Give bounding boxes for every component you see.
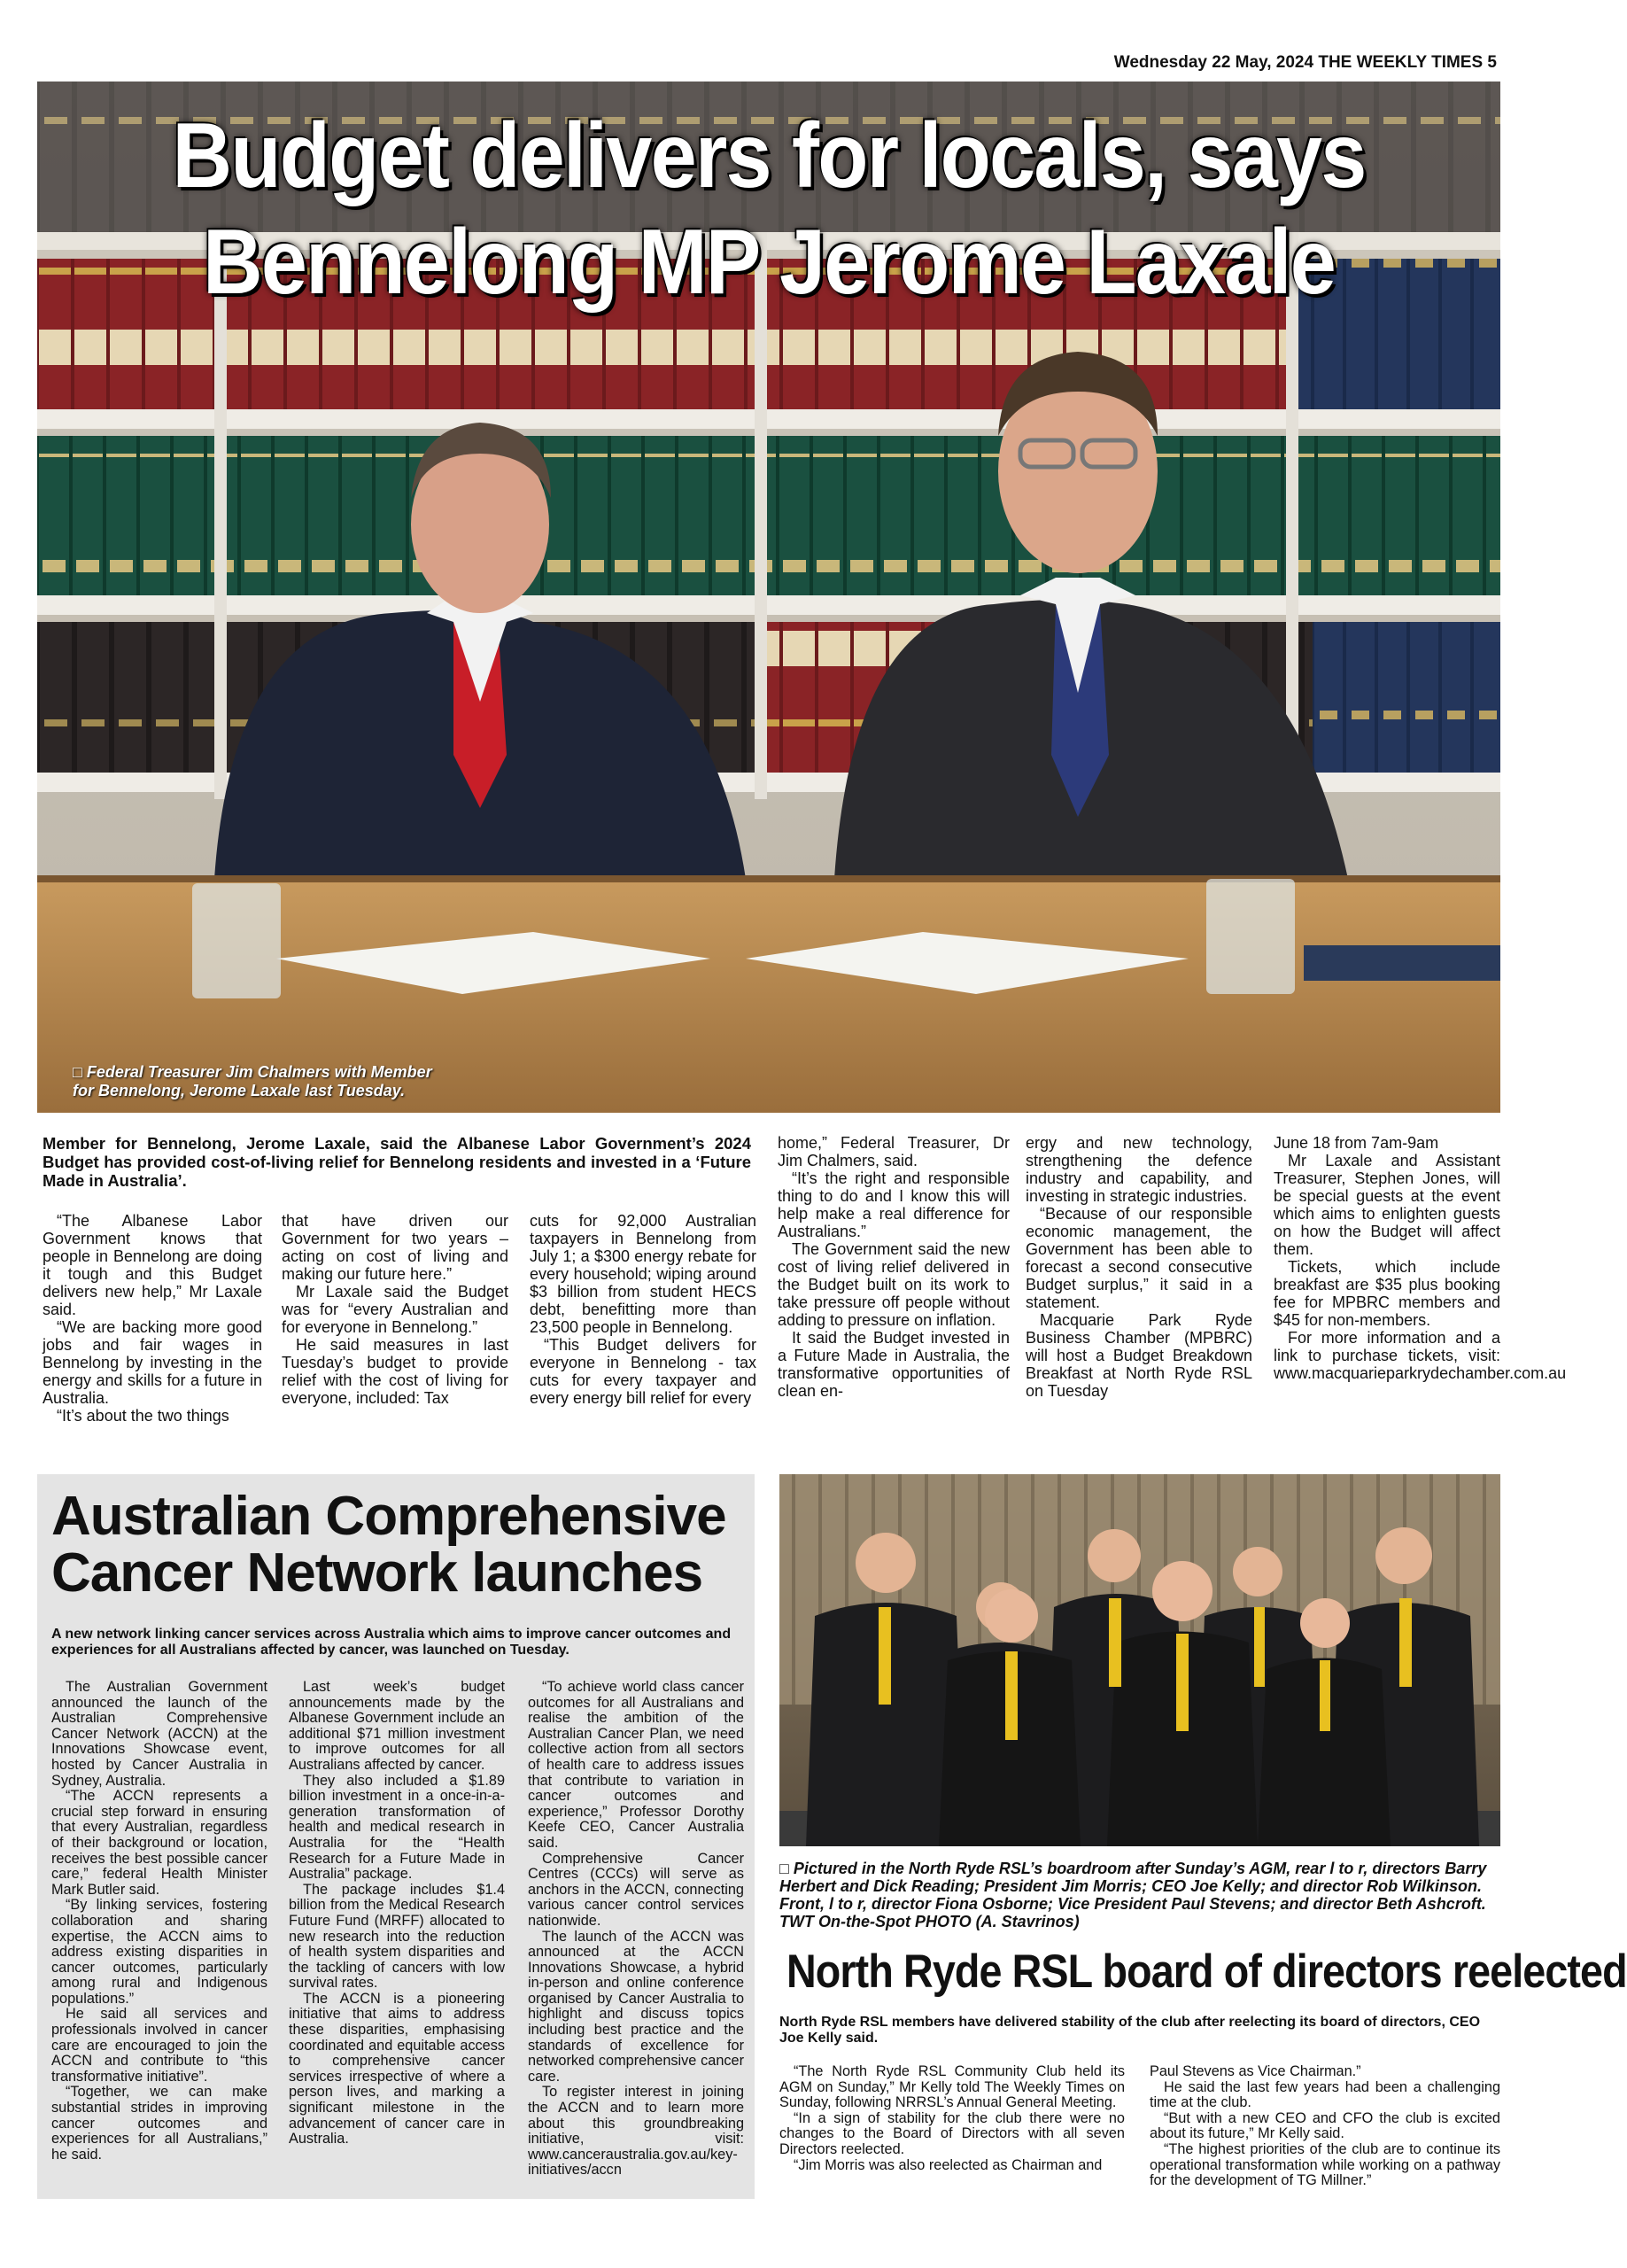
paragraph: cuts for 92,000 Australian taxpayers in Bennelong from July 1; a $300 energy rebate for every household; wiping around $3 billion from student HECS debt, benefitting more than 23,500 people in Bennelong. [530, 1212, 756, 1336]
cancer-headline [51, 1488, 751, 1602]
paragraph: It said the Budget invested in a Future Made in Australia, the transformative opportunities of clean en- [778, 1329, 1010, 1400]
paragraph: He said the last few years had been a challenging time at the club. [1150, 2078, 1500, 2111]
paragraph: The Government said the new cost of living relief delivered in the Budget built on its work to take pressure off people without adding to pressure on inflation. [778, 1240, 1010, 1329]
main-photo [37, 82, 1500, 1113]
paragraph: “But with a new CEO and CFO the club is excited about its future,” Mr Kelly said. [1150, 2109, 1500, 2142]
paragraph: “In a sign of stability for the club there were no changes to the Board of Directors with all seven Directors reelected. [779, 2109, 1125, 2157]
paragraph: “The ACCN represents a crucial step forward in ensuring that every Australian, regardless of their background or location, receives the best possible cancer care,” federal Health Minister Mark Butler said. [51, 1788, 267, 1898]
cancer-headline-line-1: Australian Comprehensive [51, 1486, 726, 1547]
paragraph: “By linking services, fostering collaboration and sharing expertise, the ACCN aims to address existing disparities in cancer outcomes, particularly among rural and Indigenous populations.” [51, 1897, 267, 2007]
paragraph: The package includes $1.4 billion from the Medical Research Future Fund (MRFF) allocated to new research into the reduction of health system disparities and the tackling of cancers with low survival rates. [289, 1881, 505, 1992]
paragraph: “It’s about the two things [57, 1407, 229, 1425]
paragraph: They also included a $1.89 billion investment in a once-in-a-generation transformation of health and medical research in Australia for the “Health Research for a Future Made in Australia” package. [289, 1772, 505, 1883]
paragraph: that have driven our Government for two years – acting on cost of living and making our future here.” [282, 1212, 508, 1283]
paragraph: Last week’s budget announcements made by the Albanese Government include an additional $71 million investment to improve outcomes for all Australians affected by cancer. [289, 1679, 505, 1773]
story1-column-4 [778, 1134, 1010, 1400]
cancer-headline-line-2: Cancer Network launches [51, 1542, 703, 1604]
main-photo-caption [73, 1063, 432, 1100]
paragraph: “This Budget delivers for everyone in Bennelong - tax cuts for every taxpayer and every energy bill relief for every [530, 1336, 756, 1407]
paragraph: home,” Federal Treasurer, Dr Jim Chalmers, said. [778, 1134, 1010, 1169]
paragraph: “The highest priorities of the club are to continue its operational transformation while working on a pathway for the development of TG Millner.” [1150, 2140, 1500, 2189]
paragraph: “Together, we can make substantial strides in improving cancer outcomes and experiences for all Australians,” he said. [51, 2084, 267, 2163]
paragraph: He said measures in last Tuesday’s budget to provide relief with the cost of living for everyone, included: Tax [282, 1336, 508, 1407]
paragraph: The Australian Government announced the launch of the Australian Comprehensive Cancer Network (ACCN) at the Innovations Showcase event, hosted by Cancer Australia in Sydney, Australia. [51, 1679, 267, 1789]
paragraph: Mr Laxale and Assistant Treasurer, Stephen Jones, will be special guests at the event which aims to enlighten guests on how the Budget will affect them. [1274, 1152, 1500, 1258]
group-photo-illustration [779, 1474, 1500, 1846]
paragraph: Mr Laxale said the Budget was for “every Australian and for everyone in Bennelong.” [282, 1283, 508, 1336]
cancer-column-3 [528, 1680, 744, 2179]
rsl-column-1 [779, 2064, 1125, 2173]
paragraph: To register interest in joining the ACCN and to learn more about this groundbreaking initiative, visit: www.canceraustralia.gov.au/key-initiatives/accn [528, 2084, 744, 2179]
main-photo-caption-line-2: for Bennelong, Jerome Laxale last Tuesday. [73, 1082, 406, 1099]
cancer-column-1 [51, 1680, 267, 2163]
paragraph: The launch of the ACCN was announced at the ACCN Innovations Showcase, a hybrid in-person and online conference organised by Cancer Australia to highlight and discuss topics including best practice and the standards of excellence for networked comprehensive cancer care. [528, 1928, 744, 2085]
story1-column-2 [282, 1212, 508, 1407]
story1-lead: Member for Bennelong, Jerome Laxale, said the Albanese Labor Government’s 2024 Budget has provided cost-of-living relief for Bennelong residents and invested in a ‘Future Made in Australia’. [43, 1134, 751, 1190]
paragraph: The ACCN is a pioneering initiative that aims to address these disparities, emphasising coordinated and equitable access to comprehensive cancer services irrespective of where a person lives, and marking a significant milestone in the advancement of cancer care in Australia. [289, 1990, 505, 2148]
story1-column-6 [1274, 1134, 1567, 1382]
paragraph: “It’s the right and responsible thing to do and I know this will help make a real difference for Australians.” [778, 1169, 1010, 1240]
paragraph: Paul Stevens as Vice Chairman.” [1150, 2063, 1361, 2079]
paragraph: “To achieve world class cancer outcomes for all Australians and realise the ambition of the Australian Cancer Plan, we need collective action from all sectors of health care to address issues that contribute to variation in cancer outcomes and experience,” Professor Dorothy Keefe CEO, Cancer Australia said. [528, 1679, 744, 1851]
main-headline-line-2: Bennelong MP Jerome Laxale [203, 211, 1335, 314]
paragraph: “Jim Morris was also reelected as Chairman and [794, 2156, 1103, 2173]
paragraph: “We are backing more good jobs and fair wages in Bennelong by investing in the energy and skills for a future in Australia. [43, 1318, 262, 1407]
paragraph: Tickets, which include breakfast are $35 plus booking fee for MPBRC members and $45 for non-members. [1274, 1258, 1500, 1329]
paragraph: Macquarie Park Ryde Business Chamber (MPBRC) will host a Budget Breakdown Breakfast at North Ryde RSL on Tuesday [1026, 1311, 1252, 1400]
rsl-column-2 [1150, 2064, 1500, 2189]
main-headline-line-1: Budget delivers for locals, says [172, 105, 1366, 207]
main-photo-caption-line-1: □ Federal Treasurer Jim Chalmers with Member [73, 1063, 432, 1081]
paragraph: “Because of our responsible economic management, the Government has been able to forecast a second consecutive Budget surplus,” it said in a statement. [1026, 1205, 1252, 1311]
rsl-lead: North Ryde RSL members have delivered stability of the club after reelecting its board of directors, CEO Joe Kelly said. [779, 2015, 1481, 2046]
cancer-lead: A new network linking cancer services across Australia which aims to improve cancer outcomes and experiences for all Australians affected by cancer, was launched on Tuesday. [51, 1627, 732, 1658]
story1-column-5 [1026, 1134, 1252, 1400]
paragraph: “The North Ryde RSL Community Club held its AGM on Sunday,” Mr Kelly told The Weekly Times on Sunday, following NRRSL’s Annual General Meeting. [779, 2063, 1125, 2111]
story1-column-3 [530, 1212, 756, 1407]
dateline: Wednesday 22 May, 2024 THE WEEKLY TIMES 5 [1113, 53, 1497, 72]
paragraph: “The Albanese Labor Government knows that people in Bennelong are doing it tough and this Budget delivers new help,” Mr Laxale said. [43, 1212, 262, 1318]
cancer-column-2 [289, 1680, 505, 2148]
paragraph: Comprehensive Cancer Centres (CCCs) will serve as anchors in the ACCN, connecting various cancer control services nationwide. [528, 1850, 744, 1929]
story1-column-1 [43, 1212, 262, 1425]
rsl-photo-caption: □ Pictured in the North Ryde RSL’s boardroom after Sunday’s AGM, rear l to r, directors Barry Herbert and Dick Reading; President Jim Morris; CEO Joe Kelly; and director Rob Wilkinson. Front, l to r, director Fiona Osborne; Vice President Paul Stevens; and director Beth Ashcroft. TWT On-the-Spot PHOTO (A. Stavrinos) [779, 1860, 1487, 1930]
rsl-board-photo [779, 1474, 1500, 1846]
paragraph: For more information and a link to purchase tickets, visit: www.macquarieparkrydechamber.com.au [1274, 1329, 1567, 1382]
paragraph: ergy and new technology, strengthening the defence industry and capability, and investing in strategic industries. [1026, 1134, 1252, 1205]
rsl-headline: North Ryde RSL board of directors reelected [786, 1946, 1627, 1998]
paragraph: June 18 from 7am-9am [1274, 1134, 1439, 1152]
paragraph: He said all services and professionals involved in cancer care are encouraged to join the ACCN and contribute to “this transformative initiative”. [51, 2006, 267, 2085]
